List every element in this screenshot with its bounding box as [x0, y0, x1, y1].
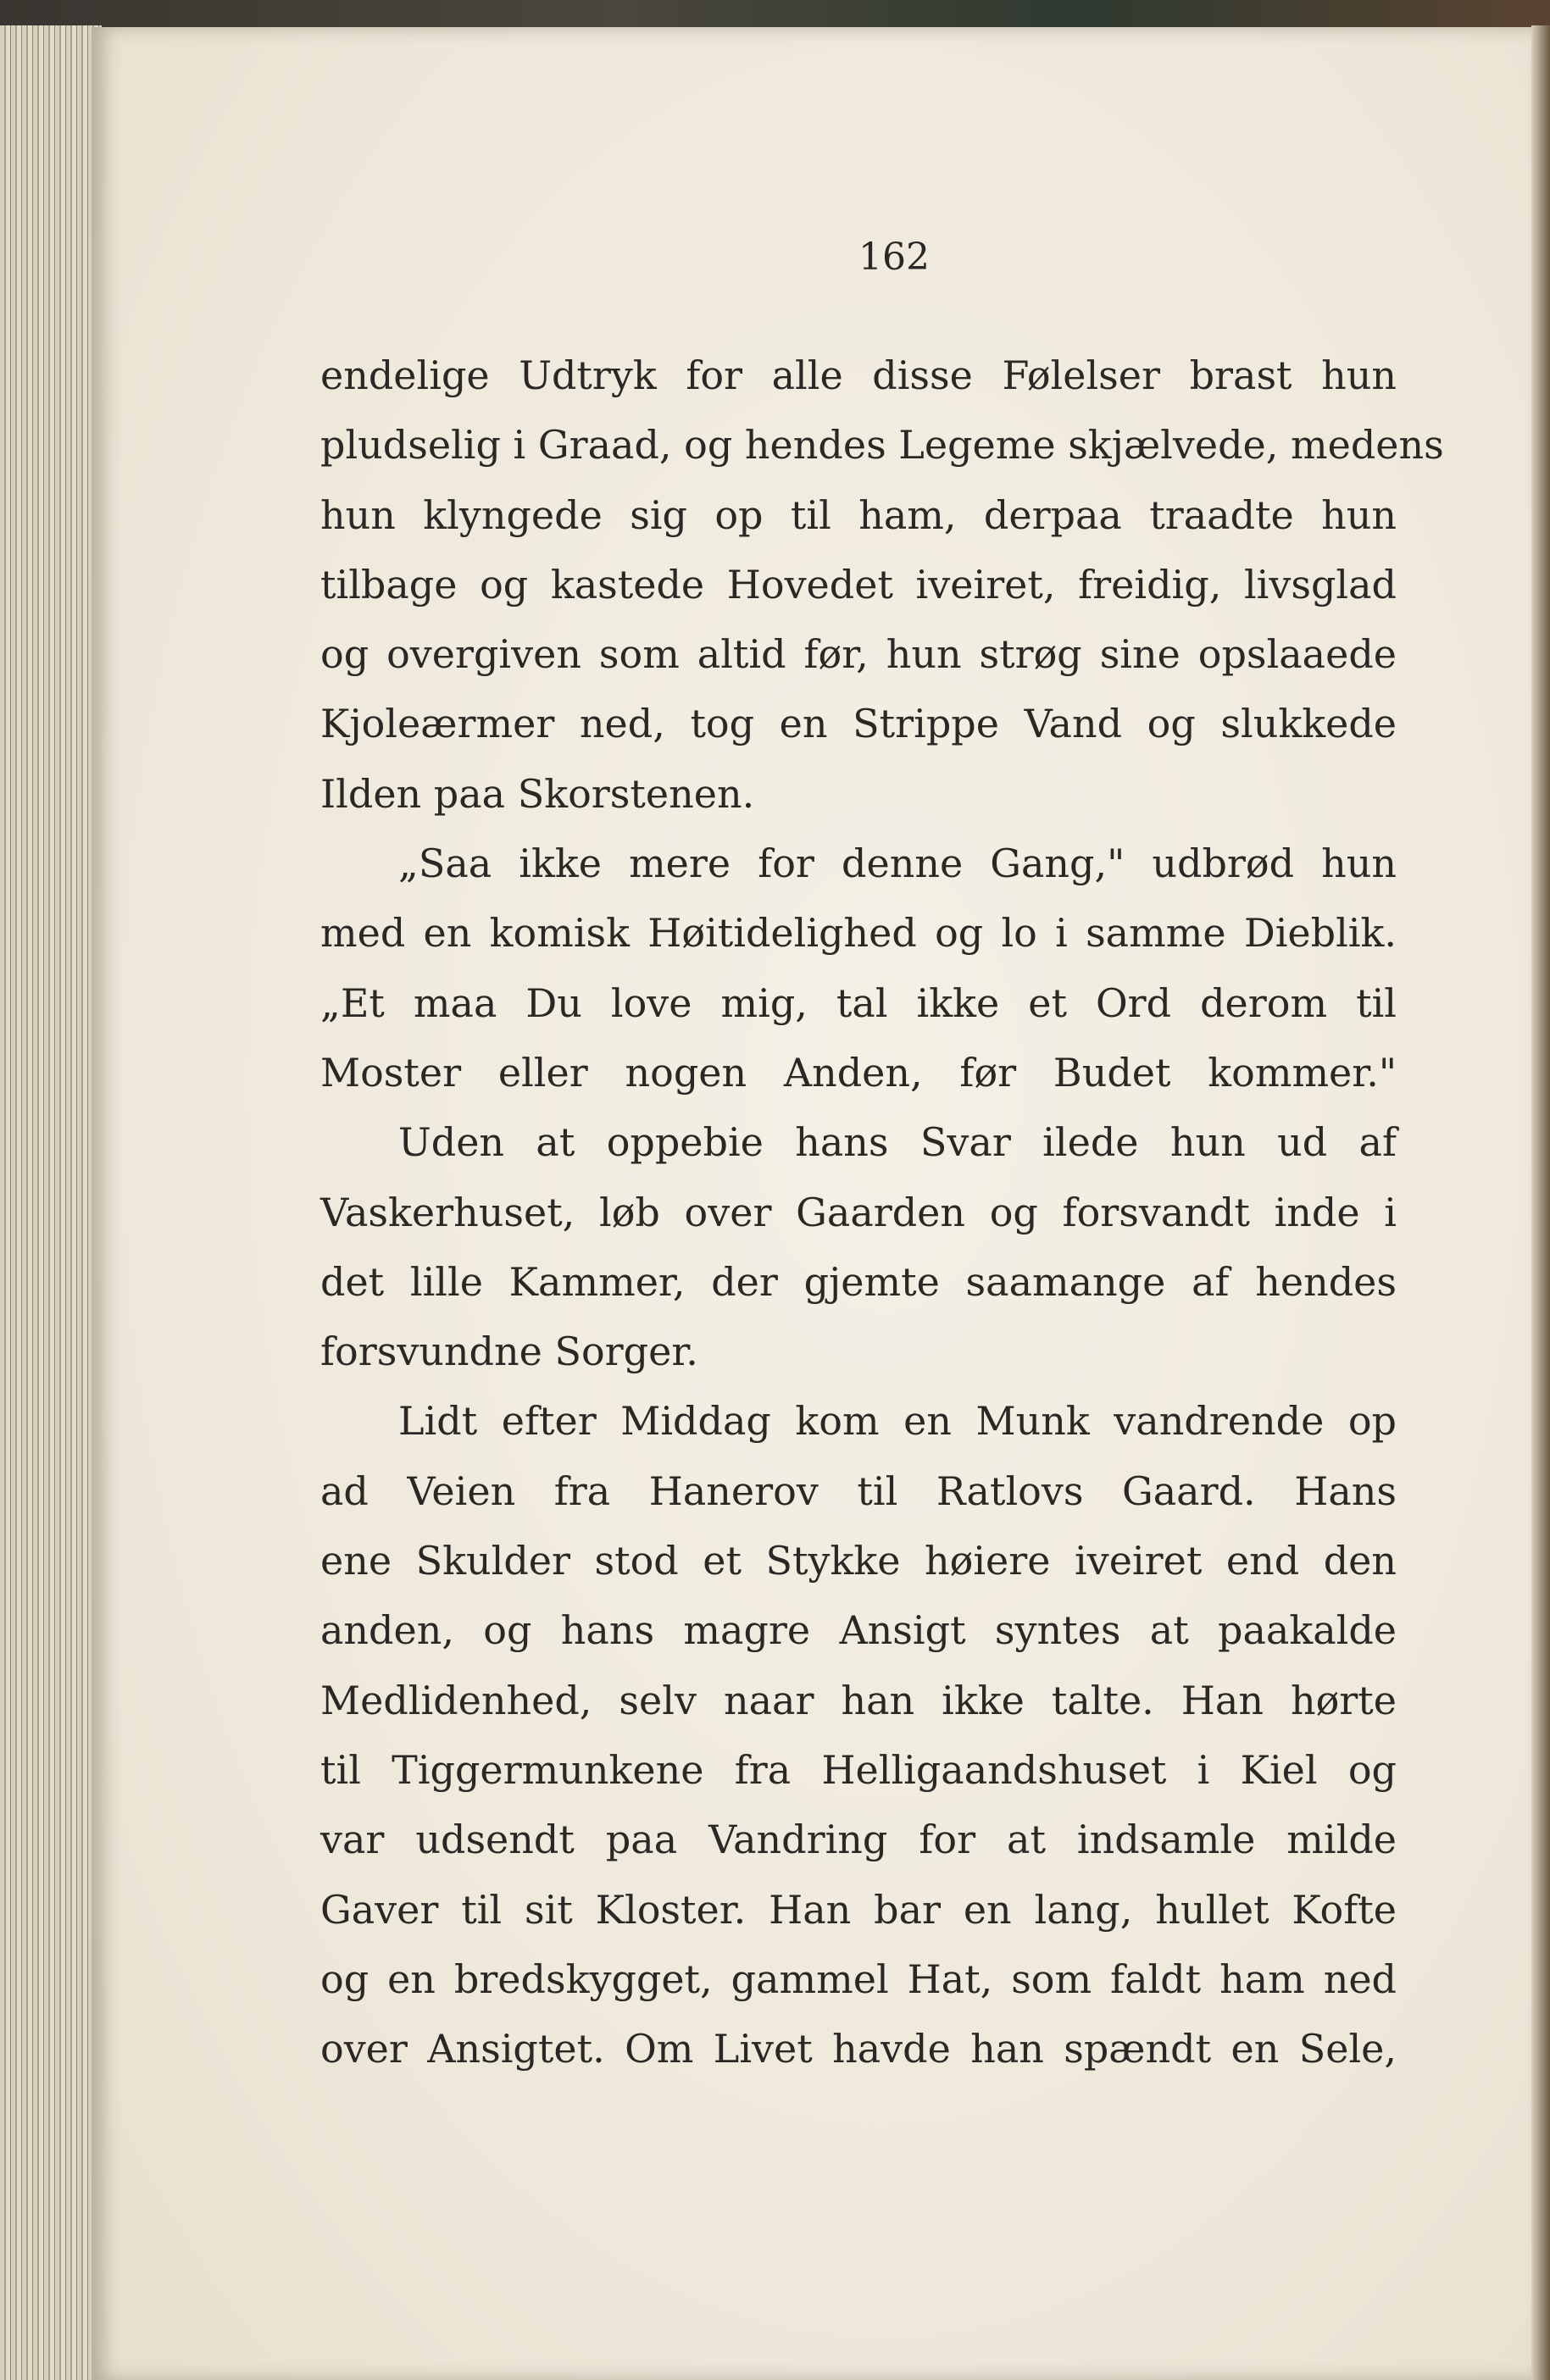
body-text: [320, 341, 1444, 2083]
text-line: til Tiggermunkene fra Helligaandshuset i Kiel og: [320, 1746, 1397, 1793]
text-line: „Et maa Du love mig, tal ikke et Ord derom til: [320, 979, 1397, 1026]
text-line: endelige Udtryk for alle disse Følelser brast hun: [320, 352, 1397, 398]
text-line: Kjoleærmer ned, tog en Strippe Vand og slukkede: [320, 701, 1397, 747]
text-line: var udsendt paa Vandring for at indsamle milde: [320, 1817, 1397, 1863]
text-line: ene Skulder stod et Stykke høiere iveiret end den: [320, 1538, 1397, 1584]
text-line: Ilden paa Skorstenen.: [320, 770, 755, 817]
text-line: det lille Kammer, der gjemte saamange af hendes: [320, 1258, 1397, 1305]
text-line: forsvundne Sorger.: [320, 1329, 698, 1375]
text-line: Lidt efter Middag kom en Munk vandrende op: [398, 1398, 1397, 1445]
text-line: hun klyngede sig op til ham, derpaa traadte hun: [320, 491, 1397, 538]
text-line: tilbage og kastede Hovedet iveiret, freidig, livsglad: [320, 561, 1397, 607]
text-line: Moster eller nogen Anden, før Budet kommer.": [320, 1049, 1397, 1096]
text-line: med en komisk Høitidelighed og lo i samme Dieblik.: [320, 910, 1397, 957]
text-line: Vaskerhuset, løb over Gaarden og forsvandt inde i: [320, 1189, 1397, 1235]
text-line: over Ansigtet. Om Livet havde han spændt en Sele,: [320, 2026, 1397, 2072]
text-line: Uden at oppebie hans Svar ilede hun ud af: [398, 1119, 1397, 1166]
text-line: ad Veien fra Hanerov til Ratlovs Gaard. Hans: [320, 1467, 1397, 1514]
page-edge-stack: [0, 25, 102, 2380]
text-line: pludselig i Graad, og hendes Legeme skjælvede, medens: [320, 422, 1444, 469]
text-line: „Saa ikke mere for denne Gang," udbrød hun: [398, 840, 1397, 887]
text-line: og en bredskygget, gammel Hat, som faldt ham ned: [320, 1956, 1397, 2002]
page-number: 162: [858, 236, 930, 279]
text-line: og overgiven som altid før, hun strøg sine opslaaede: [320, 631, 1397, 678]
text-line: Medlidenhed, selv naar han ikke talte. Han hørte: [320, 1677, 1397, 1723]
page-right-edge: [1531, 25, 1550, 2380]
text-line: Gaver til sit Kloster. Han bar en lang, hullet Kofte: [320, 1886, 1397, 1933]
text-line: anden, og hans magre Ansigt syntes at paakalde: [320, 1607, 1397, 1654]
